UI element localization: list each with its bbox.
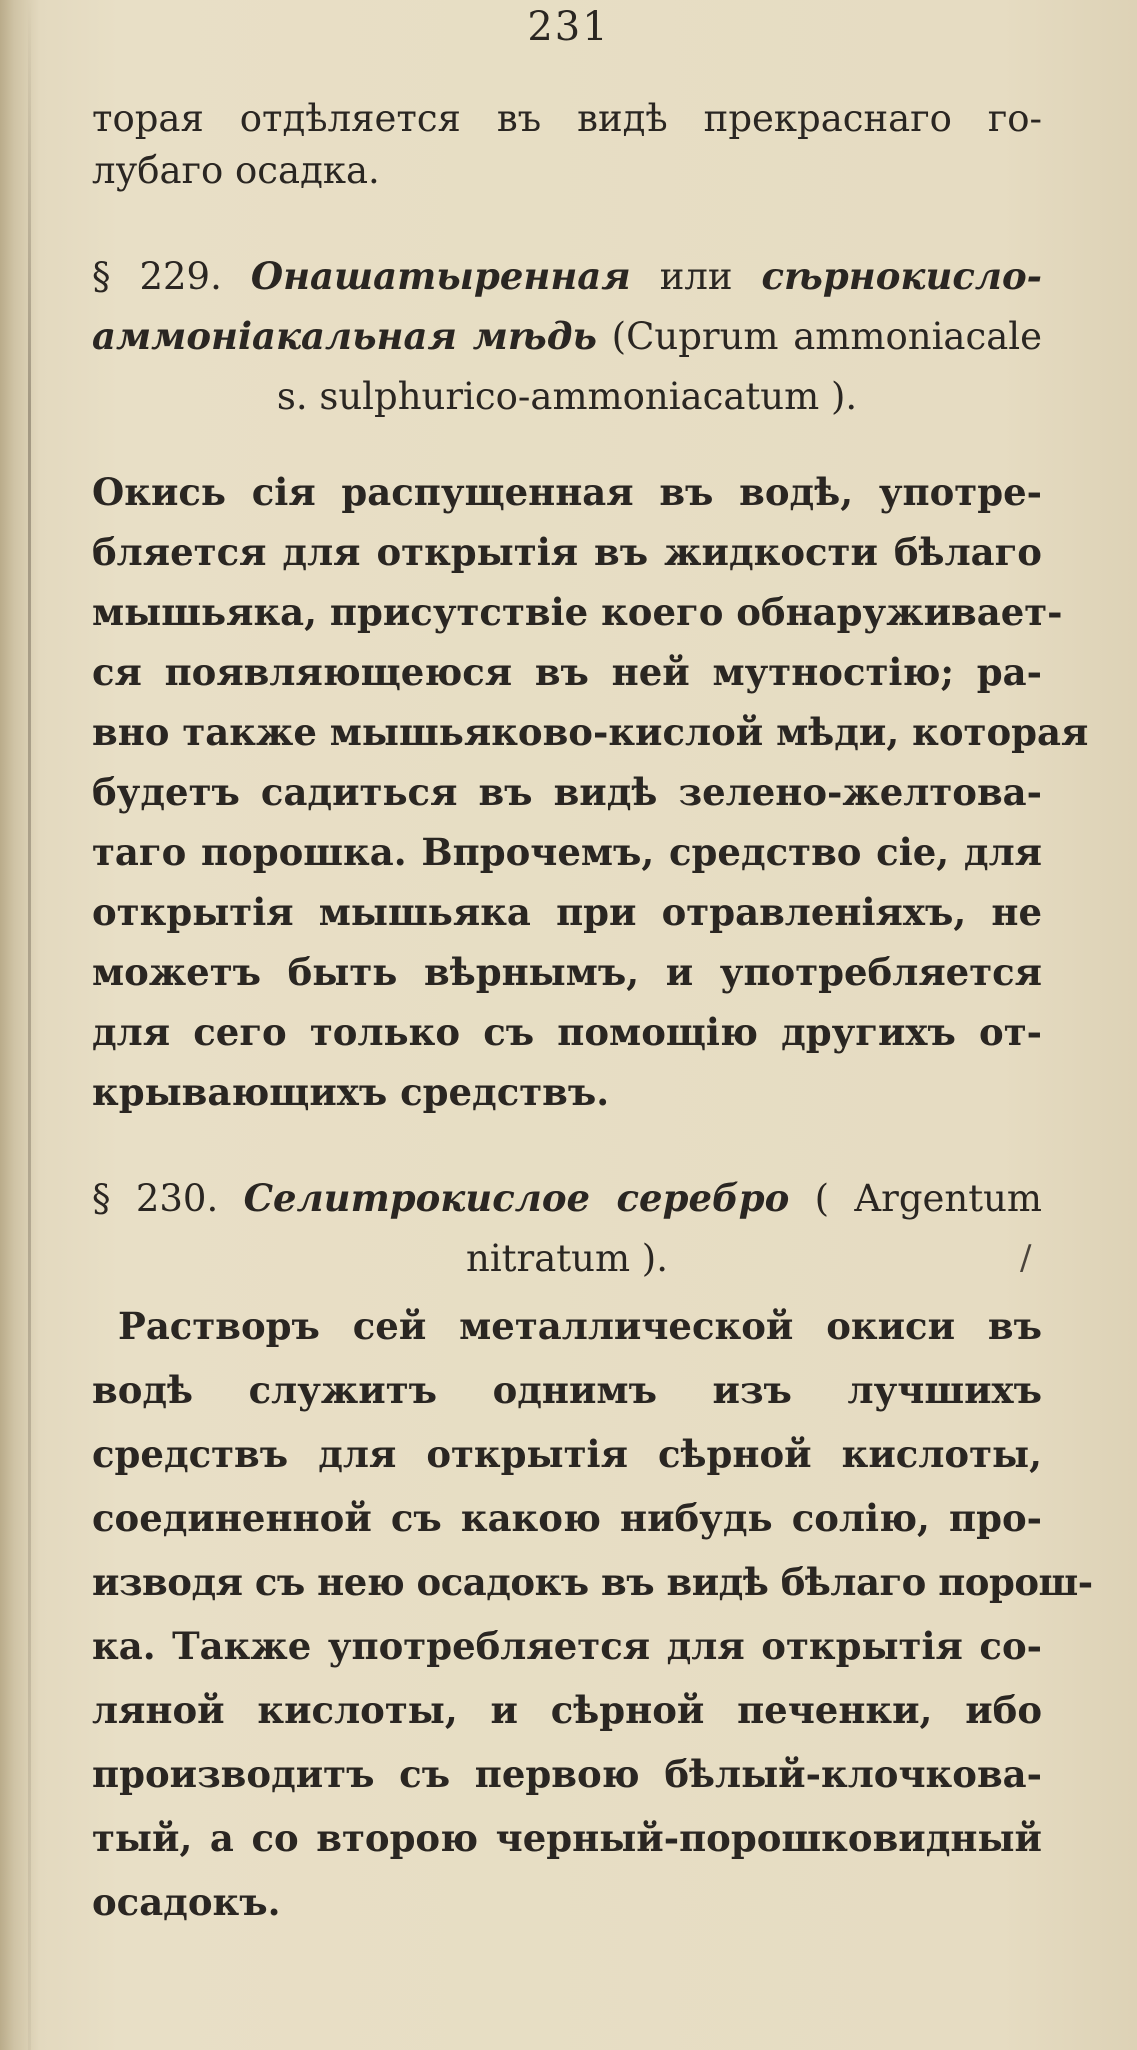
- text-line: изводя съ нею осадокъ въ видѣ бѣлаго порош-: [92, 1560, 1093, 1604]
- text-line: тый, а со второю черный-порошковидный: [92, 1816, 1042, 1860]
- latin-name: (Cuprum ammoniacale: [611, 315, 1042, 358]
- text-line: лубаго осадка.: [92, 149, 380, 192]
- text-line: соединенной съ какою нибудь солію, про-: [92, 1496, 1042, 1540]
- margin-mark: /: [1020, 1238, 1032, 1278]
- latin-name: s. sulphurico-ammoniacatum ).: [276, 375, 858, 418]
- text-line: таго порошка. Впрочемъ, средство сіе, для: [92, 830, 1042, 874]
- text-line: будетъ садиться въ видѣ зелено-желтова-: [92, 770, 1042, 814]
- text-line: водѣ служитъ однимъ изъ лучшихъ: [92, 1368, 1042, 1412]
- section-title: Онашатыренная: [250, 254, 631, 298]
- text-line: ся появляющеюся въ ней мутностію; ра-: [92, 650, 1042, 694]
- section-title: сѣрнокисло-: [761, 254, 1043, 298]
- page-number: 231: [527, 4, 610, 50]
- section-title: Селитрокислое серебро: [243, 1176, 790, 1220]
- text-line: торая отдѣляется въ видѣ прекраснаго го-: [92, 97, 1042, 140]
- section-230-heading-line-1: [92, 1176, 1043, 1220]
- binding-gutter: [28, 0, 31, 2050]
- latin-name: nitratum ).: [465, 1237, 669, 1280]
- text-line: Окись сія распущенная въ водѣ, употре-: [92, 470, 1042, 514]
- text-line: Растворъ сей металлической окиси въ: [118, 1304, 1042, 1348]
- text-line: можетъ быть вѣрнымъ, и употребляется: [92, 950, 1042, 994]
- text-line: для сего только съ помощію другихъ от-: [92, 1010, 1042, 1054]
- section-title: аммоніакальная мѣдь: [92, 314, 597, 358]
- text-line: крывающихъ средствъ.: [92, 1070, 610, 1114]
- text-line: открытія мышьяка при отравленіяхъ, не: [92, 890, 1042, 934]
- section-number: § 229.: [92, 255, 222, 298]
- text-line: осадокъ.: [92, 1880, 281, 1924]
- latin-name: ( Argentum: [814, 1177, 1043, 1220]
- text-line: мышьяка, присутствіе коего обнаруживает-: [92, 590, 1063, 634]
- section-number: § 230.: [92, 1177, 219, 1220]
- text-line: вно также мышьяково-кислой мѣди, которая: [92, 710, 1089, 754]
- text-line: ляной кислоты, и сѣрной печенки, ибо: [92, 1688, 1042, 1732]
- text-line: бляется для открытія въ жидкости бѣлаго: [92, 530, 1042, 574]
- section-title-conjunction: или: [659, 255, 733, 298]
- section-229-heading-line-1: [92, 254, 1043, 298]
- text-line: производитъ съ первою бѣлый-клочкова-: [92, 1752, 1042, 1796]
- text-line: ка. Также употребляется для открытія со-: [92, 1624, 1042, 1668]
- text-line: средствъ для открытія сѣрной кислоты,: [92, 1432, 1042, 1476]
- section-229-heading-line-2: [92, 314, 1042, 358]
